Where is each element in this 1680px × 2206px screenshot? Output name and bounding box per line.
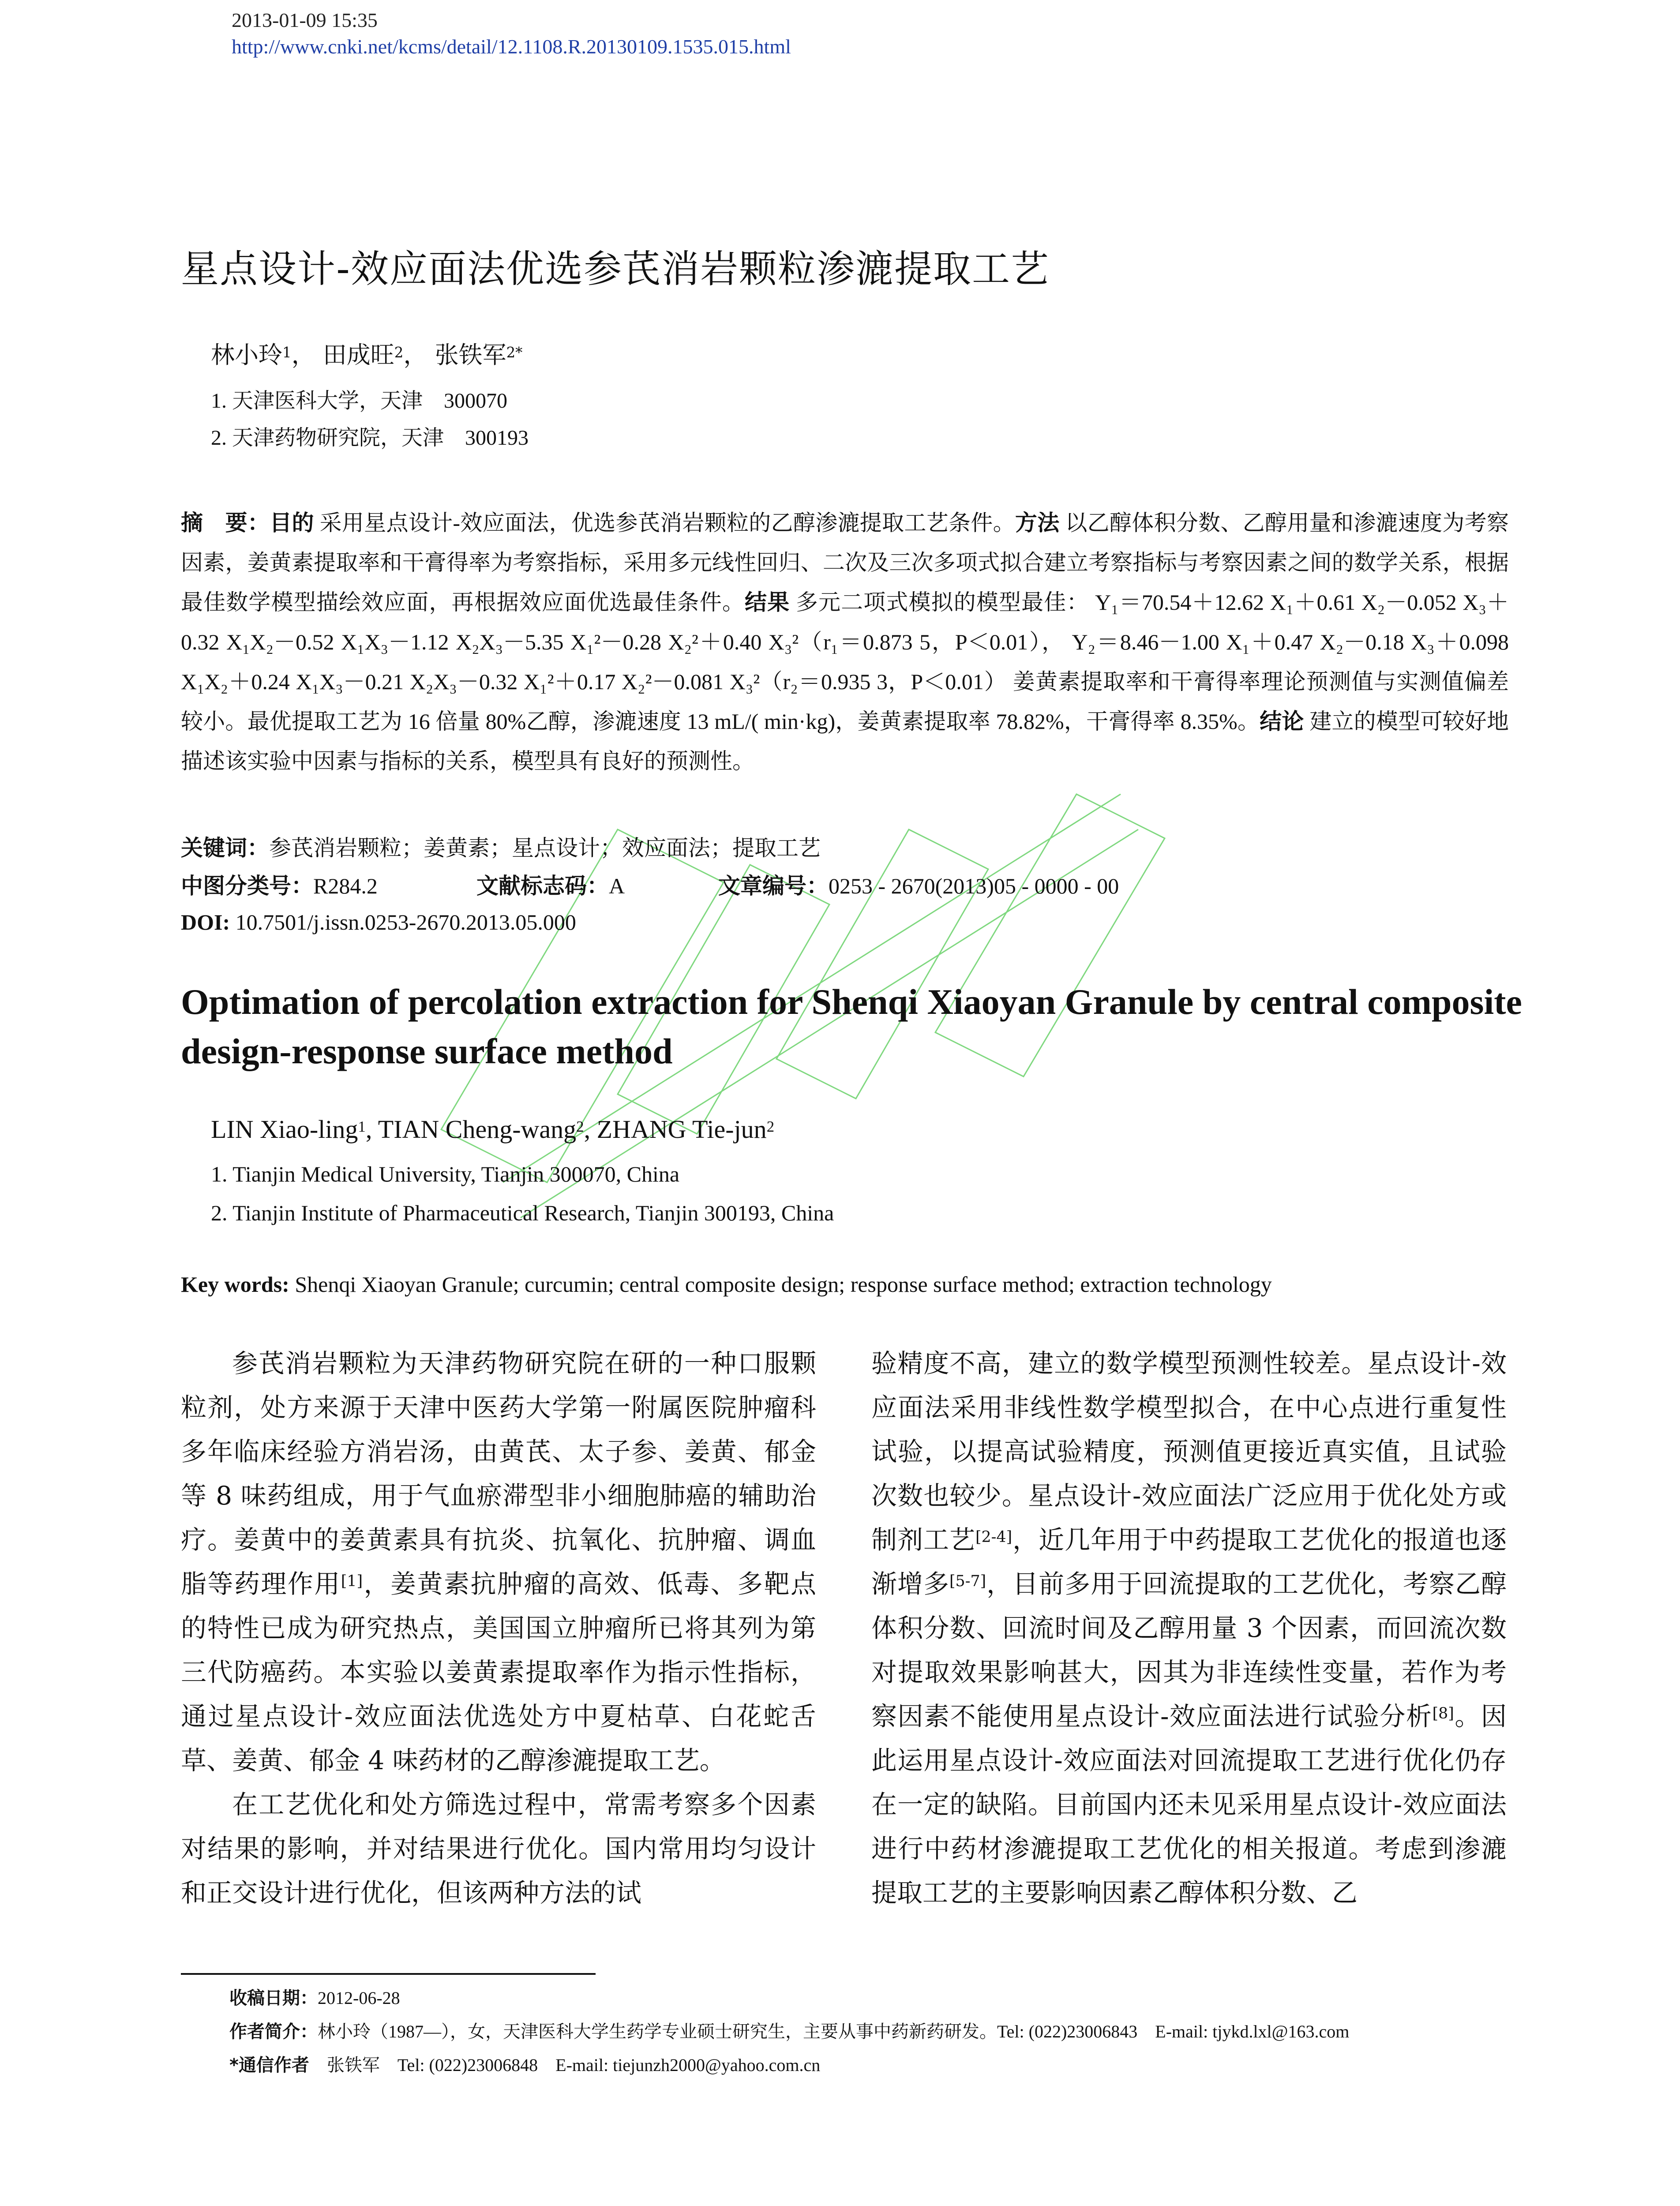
- corresponding-label: *通信作者: [229, 2055, 309, 2075]
- body-text: 参芪消岩颗粒为天津药物研究院在研的一种口服颗粒剂，处方来源于天津中医药大学第一附属医院肿瘤科多年临床经验方消岩汤，由黄芪、太子参、姜黄、郁金等 8 味药组成，用于气血瘀滞型非小细胞肺癌的辅助治疗。姜黄中的姜黄素具有抗炎、抗氧化、抗肿瘤、调血脂等药理作用: [181, 1348, 816, 1599]
- article-number-label: 文章编号：: [718, 873, 829, 899]
- keywords-cn-label: 关键词：: [181, 835, 269, 861]
- regression-formula-y1: Y₁＝70.54＋12.62 X₁＋0.61 X₂－0.052 X₃＋0.32 X₁X₂－0.52 X₁X₃－1.12 X₂X₃－5.35 X₁²－0.28 X₂²＋0.40 X₃²（r₁＝0.873 5，P＜0.01），: [181, 590, 1509, 654]
- abstract-conclusion: 建立的模型可较好地描述该实验中因素与指标的关系，模型具有良好的预测性。: [181, 709, 1509, 773]
- body-text: ，姜黄素抗肿瘤的高效、低毒、多靶点的特性已成为研究热点，美国国立肿瘤所已将其列为第三代防癌药。本实验以姜黄素提取率作为指示性指标，通过星点设计-效应面法优选处方中夏枯草、白花蛇舌草、姜黄、郁金 4 味药材的乙醇渗漉提取工艺。: [181, 1569, 816, 1775]
- affiliation-cn-1: 1. 天津医科大学，天津 300070: [211, 389, 508, 413]
- author-name-en: TIAN Cheng-wang: [378, 1115, 577, 1144]
- doi-value[interactable]: 10.7501/j.issn.0253-2670.2013.05.000: [235, 910, 576, 934]
- author-affil-mark: 2*: [506, 344, 523, 361]
- citation-ref[interactable]: [2-4]: [975, 1528, 1012, 1546]
- author-affil-mark: 1: [282, 344, 292, 361]
- keywords-cn-value: 参芪消岩颗粒；姜黄素；星点设计；效应面法；提取工艺: [269, 836, 821, 860]
- doc-code-value: A: [609, 874, 625, 898]
- keywords-en-value: Shenqi Xiaoyan Granule; curcumin; central composite design; response surface method; extraction technology: [295, 1272, 1272, 1297]
- body-paragraph: [181, 1341, 816, 1782]
- affiliation-cn-2: 2. 天津药物研究院，天津 300193: [211, 426, 529, 450]
- author-separator: ，: [291, 341, 315, 369]
- footnote-author-bio: [229, 2020, 1349, 2044]
- affiliation-en-2: 2. Tianjin Institute of Pharmaceutical Research, Tianjin 300193, China: [211, 1201, 834, 1225]
- body-text: 验精度不高，建立的数学模型预测性较差。星点设计-效应面法采用非线性数学模型拟合，在中心点进行重复性试验，以提高试验精度，预测值更接近真实值，且试验次数也较少。星点设计-效应面法广泛应用于优化处方或制剂工艺: [871, 1348, 1507, 1555]
- body-column-left: [181, 1341, 816, 1915]
- citation-ref[interactable]: [8]: [1432, 1705, 1454, 1722]
- author-name-en: LIN Xiao-ling: [211, 1115, 358, 1144]
- author-separator: ，: [403, 341, 428, 369]
- clc-label: 中图分类号：: [181, 873, 313, 899]
- received-label: 收稿日期：: [229, 1988, 318, 2008]
- abstract-result: 姜黄素提取率和干膏得率理论预测值与实测值偏差较小。最优提取工艺为 16 倍量 80%乙醇，渗漉速度 13 mL/( min·kg)，姜黄素提取率 78.82%，干膏得率 8.35%。: [181, 669, 1509, 734]
- body-text: ，目前多用于回流提取的工艺优化，考察乙醇体积分数、回流时间及乙醇用量 3 个因素，而回流次数对提取效果影响甚大，因其为非连续性变量，若作为考察因素不能使用星点设计-效应面法进行试验分析: [871, 1569, 1507, 1731]
- abstract-label: 摘 要：: [181, 510, 270, 536]
- author-separator: ,: [365, 1115, 378, 1144]
- body-text: 。因此运用星点设计-效应面法对回流提取工艺进行优化仍存在一定的缺陷。目前国内还未见采用星点设计-效应面法进行中药材渗漉提取工艺优化的相关报道。考虑到渗漉提取工艺的主要影响因素乙醇体积分数、乙: [871, 1701, 1507, 1908]
- abstract-result-label: 结果: [745, 589, 790, 615]
- author-separator: ,: [584, 1115, 597, 1144]
- author-name: 张铁军: [435, 341, 506, 369]
- author-bio-value: 林小玲（1987—），女，天津医科大学生药学专业硕士研究生，主要从事中药新药研发。Tel: (022)23006843 E-mail: tjykd.lxl@163.com: [318, 2022, 1350, 2041]
- regression-formula-y2: Y₂＝8.46－1.00 X₁＋0.47 X₂－0.18 X₃＋0.098 X₁X₂＋0.24 X₁X₃－0.21 X₂X₃－0.32 X₁²＋0.17 X₂²－0.081 X₃²（r₂＝0.935 3，P＜0.01）: [181, 630, 1509, 694]
- abstract-purpose: 采用星点设计-效应面法，优选参芪消岩颗粒的乙醇渗漉提取工艺条件。: [319, 510, 1015, 535]
- author-name-en: ZHANG Tie-jun: [596, 1115, 767, 1144]
- abstract-conclusion-label: 结论: [1260, 709, 1304, 734]
- abstract: [181, 503, 1509, 781]
- footnote-corresponding: [229, 2053, 820, 2077]
- paper-title-cn: 星点设计-效应面法优选参芪消岩颗粒渗漉提取工艺: [181, 247, 1050, 291]
- footnote-received: [229, 1986, 400, 2010]
- article-number: [718, 868, 1119, 904]
- citation-ref[interactable]: [5-7]: [949, 1572, 986, 1590]
- abstract-purpose-label: 目的: [270, 510, 314, 536]
- body-column-right: [871, 1341, 1507, 1915]
- author-bio-label: 作者简介：: [229, 2022, 318, 2042]
- doi-label: DOI:: [181, 910, 230, 934]
- citation-ref[interactable]: [1]: [341, 1572, 363, 1590]
- corresponding-value: 张铁军 Tel: (022)23006848 E-mail: tiejunzh2000@yahoo.com.cn: [326, 2055, 821, 2075]
- cnki-url-link[interactable]: http://www.cnki.net/kcms/detail/12.1108.R.20130109.1535.015.html: [232, 35, 791, 58]
- keywords-cn: [181, 830, 821, 866]
- keywords-en: [181, 1271, 1272, 1298]
- authors-en: [211, 1114, 774, 1145]
- author-affil-mark: 1: [358, 1118, 366, 1135]
- abstract-result-intro: 多元二项式模拟的模型最佳：: [795, 590, 1089, 615]
- classification-line: [181, 868, 378, 904]
- received-value: 2012-06-28: [318, 1988, 400, 2008]
- keywords-en-label: Key words:: [181, 1272, 289, 1297]
- body-text: ，近几年用于中药提取工艺优化的报道也逐渐增多: [871, 1525, 1507, 1599]
- body-paragraph: [871, 1341, 1507, 1915]
- author-name: 田成旺: [322, 341, 394, 369]
- author-affil-mark: 2: [576, 1118, 584, 1135]
- doc-code-label: 文献标志码：: [476, 873, 609, 899]
- document-code: [476, 868, 625, 904]
- author-name: 林小玲: [211, 341, 282, 369]
- author-affil-mark: 2: [394, 344, 404, 361]
- body-paragraph: 在工艺优化和处方筛选过程中，常需考察多个因素对结果的影响，并对结果进行优化。国内常用均匀设计和正交设计进行优化，但该两种方法的试: [181, 1790, 816, 1908]
- footnote-divider: [181, 1973, 596, 1975]
- author-affil-mark: 2: [766, 1118, 775, 1135]
- download-datetime: 2013-01-09 15:35: [232, 9, 378, 31]
- clc-value: R284.2: [313, 874, 378, 898]
- abstract-method-label: 方法: [1015, 510, 1060, 536]
- abstract-method: 以乙醇体积分数、乙醇用量和渗漉速度为考察因素，姜黄素提取率和干膏得率为考察指标，采用多元线性回归、二次及三次多项式拟合建立考察指标与考察因素之间的数学关系，根据最佳数学模型描绘效应面，再根据效应面优选最佳条件。: [181, 510, 1509, 615]
- doi-line: [181, 904, 576, 940]
- article-number-value: 0253 - 2670(2013)05 - 0000 - 00: [829, 874, 1119, 898]
- authors-cn: [211, 340, 522, 371]
- affiliation-en-1: 1. Tianjin Medical University, Tianjin 300070, China: [211, 1162, 680, 1186]
- paper-title-en: Optimation of percolation extraction for Shenqi Xiaoyan Granule by central composite design-response surface method: [181, 982, 1522, 1071]
